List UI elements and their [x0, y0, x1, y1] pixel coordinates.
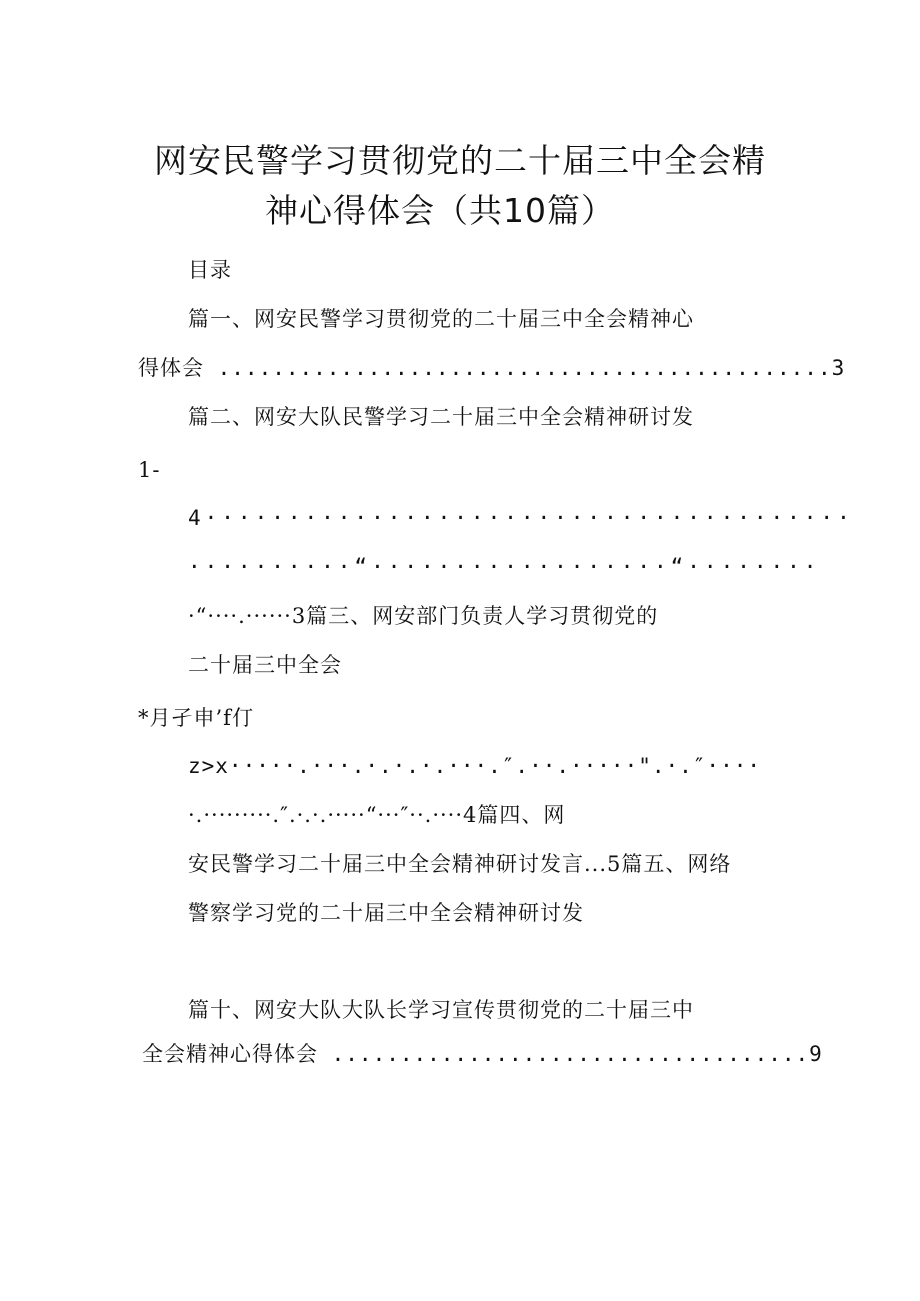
- toc-entry-line: 二十届三中全会: [188, 653, 342, 677]
- toc-entry-line: 警察学习党的二十届三中全会精神研讨发: [188, 901, 584, 925]
- toc-entry-line: 全会精神心得体会 ...................................9: [142, 1042, 823, 1066]
- toc-entry-line: 得体会 .............................................3: [138, 356, 846, 380]
- toc-entry-line: 4·······································: [188, 506, 854, 530]
- toc-entry-line: 1-: [138, 458, 161, 482]
- toc-entry-line: z>x·····.···.·.·.·.···.″.··.·····".·.″····: [188, 754, 762, 778]
- toc-entry-line: ··········“··················“········: [188, 555, 821, 579]
- toc-entry-line: 篇二、网安大队民警学习二十届三中全会精神研讨发: [188, 405, 694, 429]
- toc-entry-line: 安民警学习二十届三中全会精神研讨发言...5篇五、网络: [188, 852, 732, 876]
- toc-entry-line: ·“····.······3篇三、网安部门负责人学习贯彻党的: [188, 604, 659, 628]
- toc-entry-line: ·.·········.″.·.·.·····“···″··.····4篇四、网: [188, 803, 566, 827]
- document-title-line-1: 网安民警学习贯彻党的二十届三中全会精: [154, 141, 766, 180]
- toc-entry-line: 篇十、网安大队大队长学习宣传贯彻党的二十届三中: [188, 998, 694, 1022]
- toc-heading: 目录: [188, 258, 232, 282]
- toc-entry-line: *月孑申’f仃: [138, 706, 254, 730]
- toc-entry-line: 篇一、网安民警学习贯彻党的二十届三中全会精神心: [188, 307, 694, 331]
- document-title-line-2: 神心得体会（共10篇）: [265, 191, 615, 230]
